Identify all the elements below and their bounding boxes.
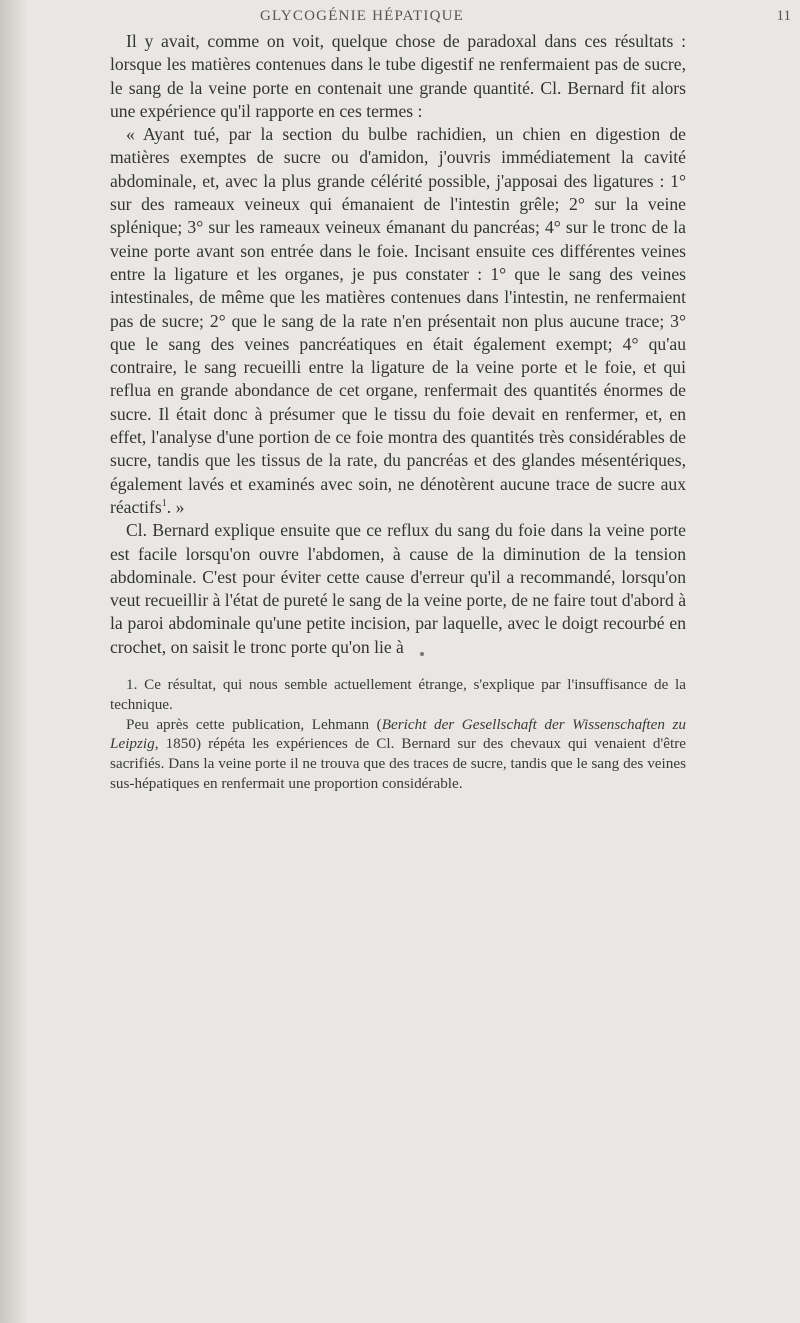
running-head bbox=[110, 8, 800, 32]
paragraph-explanation: Cl. Bernard explique ensuite que ce reflux du sang du foie dans la veine porte est facile lorsqu'on ouvre l'abdomen, à cause de la diminution de la tension abdominale. C'est pour éviter cette cause d'erreur qu'il a recommandé, lorsqu'on veut recueillir à l'état de pureté le sang de la veine porte, de ne faire tout d'abord à la paroi abdominale qu'une petite incision, par laquelle, avec le doigt recourbé en crochet, on saisit le tronc porte qu'on lie à bbox=[110, 520, 686, 657]
footnote-continuation bbox=[110, 715, 686, 794]
footnote-1-text: Ce résultat, qui nous semble actuellement étrange, s'explique par l'insuffisance de la technique. bbox=[110, 676, 687, 713]
body-text bbox=[110, 30, 686, 659]
footnotes bbox=[110, 675, 686, 794]
quotation-closing: . » bbox=[166, 496, 185, 517]
footnote-reference: 1 bbox=[161, 498, 167, 510]
footnote-continuation-end: , 1850) répéta les expériences de Cl. Bernard sur des chevaux qui venaient d'être sacrifiés. Dans la veine porte il ne trouva que des traces de sucre, tandis que le sang des veines sus-hépatiques en renfermait une proportion considérable. bbox=[110, 735, 686, 792]
footnote-1 bbox=[110, 675, 686, 715]
footnote-continuation-start: Peu après cette publication, Lehmann ( bbox=[126, 715, 382, 733]
running-title: GLYCOGÉNIE HÉPATIQUE bbox=[260, 8, 465, 24]
paragraph-intro: Il y avait, comme on voit, quelque chose de paradoxal dans ces résultats : lorsque les matières contenues dans le tube digestif ne renfermaient pas de sucre, le sang de la veine porte en contenait une grande quantité. Cl. Bernard fit alors une expérience qu'il rapporte en ces termes : bbox=[110, 31, 686, 121]
cited-work-title: Bericht der Gesellschaft der Wissenschaften zu Leipzig bbox=[110, 715, 687, 753]
page-number: 11 bbox=[776, 8, 791, 24]
quotation-text: « Ayant tué, par la section du bulbe rachidien, un chien en digestion de matières exemptes de sucre ou d'amidon, j'ouvris immédiatement la cavité abdominale, et, avec la plus grande célérité possible, j'apposai des ligatures : 1° sur des rameaux veineux qui émanaient de l'intestin grêle; 2° sur la veine splénique; 3° sur les rameaux veineux émanant du pancréas; 4° sur le tronc de la veine porte avant son entrée dans le foie. Incisant ensuite ces différentes veines entre la ligature et les organes, je pus constater : 1° que le sang des veines intestinales, de même que les matières contenues dans l'intestin, ne renfermaient pas de sucre; 2° que le sang de la rate n'en présentait non plus aucune trace; 3° que le sang des veines pancréatiques en était également exempt; 4° qu'au contraire, le sang recueilli entre la ligature de la veine porte et le foie, et qui reflua en grande abondance de cet organe, renfermait des quantités énormes de sucre. Il était donc à présumer que le tissu du foie devait en renfermer, et, en effet, l'analyse d'une portion de ce foie montra des quantités très considérables de sucre, tandis que les tissus de la rate, du pancréas et des glandes mésentériques, également lavés et examinés avec soin, ne dénotèrent aucune trace de sucre aux réactifs bbox=[110, 124, 686, 517]
footnote-divider-dot bbox=[420, 652, 424, 656]
paragraph-quotation bbox=[110, 123, 686, 519]
footnote-number: 1. bbox=[126, 676, 138, 693]
